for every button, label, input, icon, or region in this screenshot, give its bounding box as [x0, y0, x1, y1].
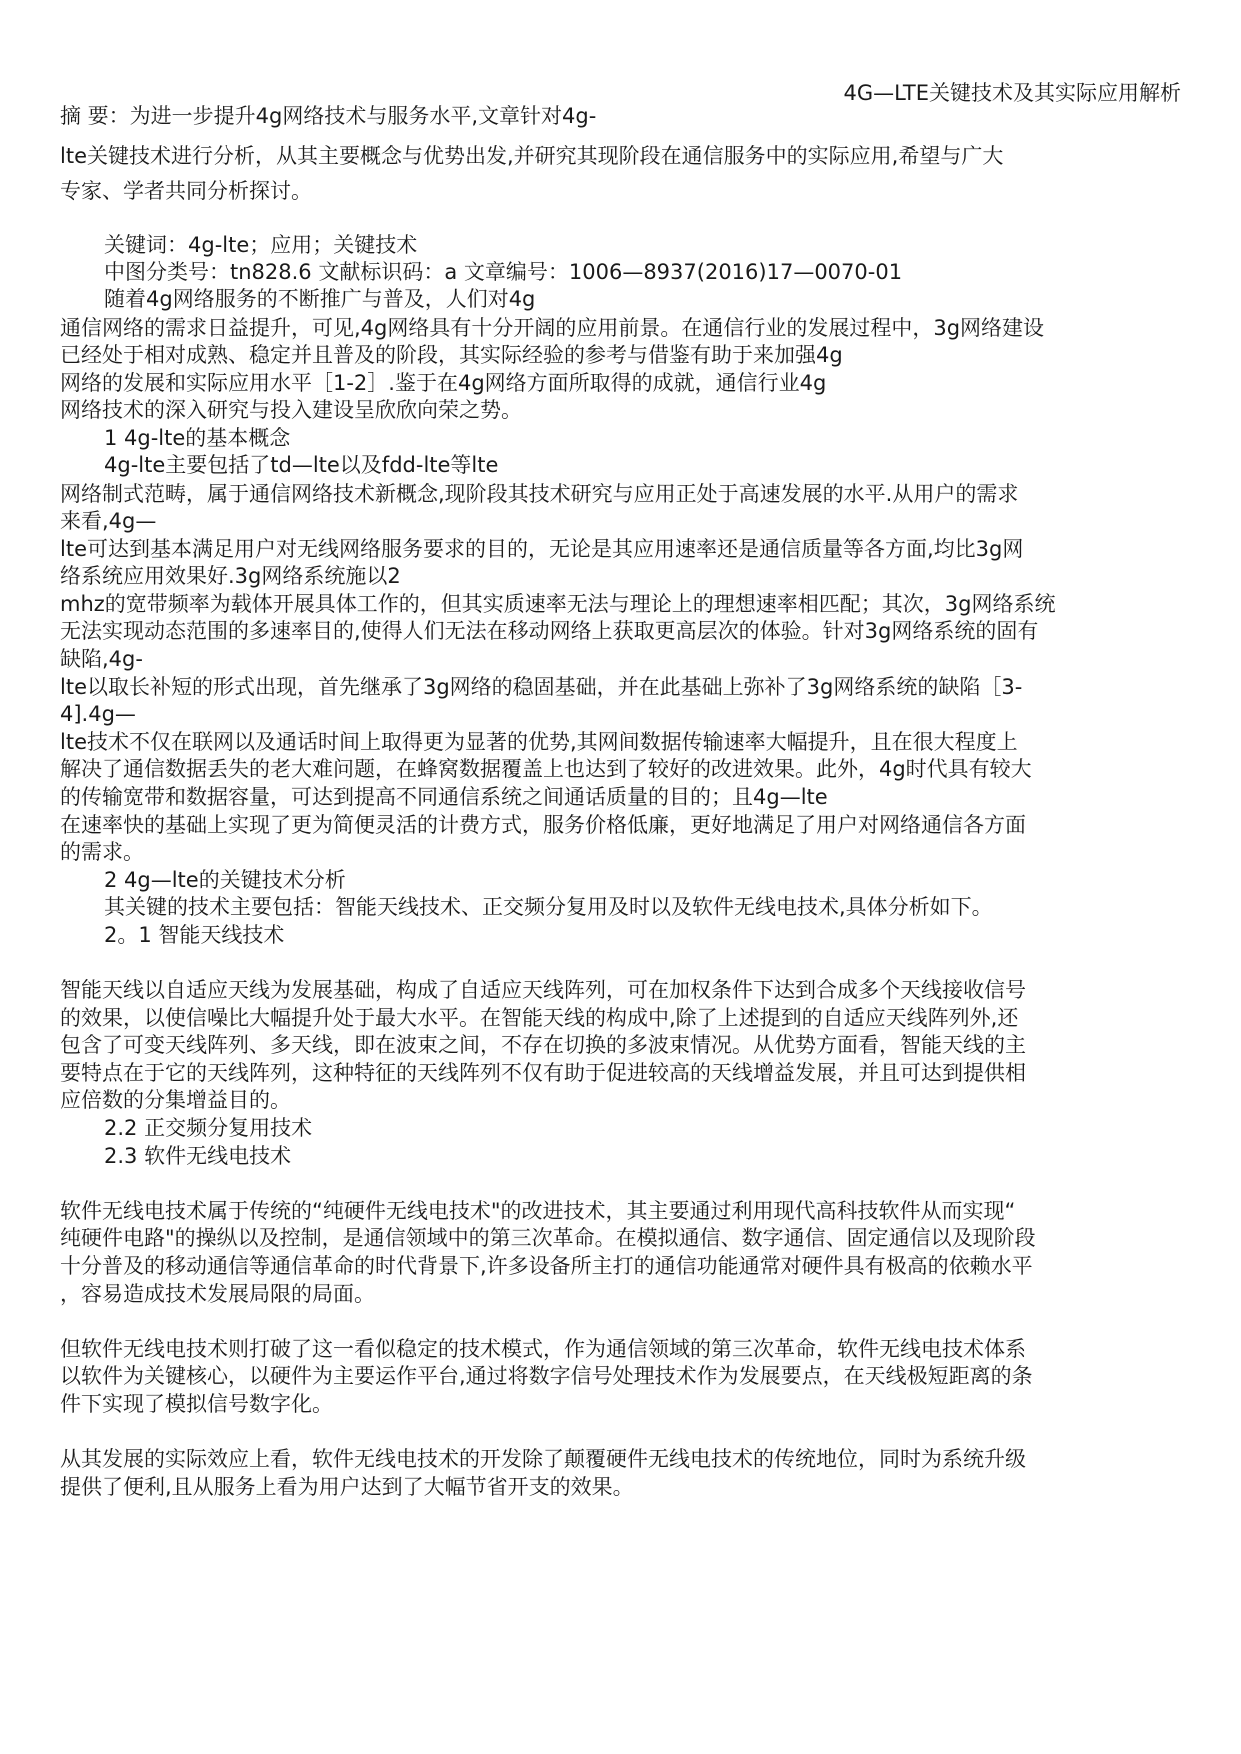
paragraph-line: 包含了可变天线阵列、多天线，即在波束之间，不存在切换的多波束情况。从优势方面看，智能天线的主 [60, 1033, 1026, 1057]
paragraph-line: 提供了便利,且从服务上看为用户达到了大幅节省开支的效果。 [60, 1475, 634, 1499]
paragraph-line: 网络技术的深入研究与投入建设呈欣欣向荣之势。 [60, 398, 522, 422]
paragraph-line: 络系统应用效果好.3g网络系统施以2 [60, 564, 401, 588]
paragraph-line: 应倍数的分集增益目的。 [60, 1088, 291, 1112]
paragraph-line: 其关键的技术主要包括：智能天线技术、正交频分复用及时以及软件无线电技术,具体分析如下。 [104, 895, 993, 919]
paragraph-line: 已经处于相对成熟、稳定并且普及的阶段，其实际经验的参考与借鉴有助于来加强4g [60, 343, 843, 367]
paragraph-line: 件下实现了模拟信号数字化。 [60, 1392, 333, 1416]
paragraph-line: lte以取长补短的形式出现，首先继承了3g网络的稳固基础，并在此基础上弥补了3g网络系统的缺陷［3- [60, 675, 1023, 699]
paragraph-line: 从其发展的实际效应上看，软件无线电技术的开发除了颠覆硬件无线电技术的传统地位，同时为系统升级 [60, 1447, 1026, 1471]
paragraph-line: 智能天线以自适应天线为发展基础，构成了自适应天线阵列，可在加权条件下达到合成多个天线接收信号 [60, 978, 1026, 1002]
subsection-heading: 2。1 智能天线技术 [104, 923, 285, 947]
paragraph-line: 的传输宽带和数据容量，可达到提高不同通信系统之间通话质量的目的；且4g—lte [60, 785, 828, 809]
paragraph-line: 的需求。 [60, 840, 144, 864]
paragraph-line: 无法实现动态范围的多速率目的,使得人们无法在移动网络上获取更高层次的体验。针对3g网络系统的固有 [60, 619, 1039, 643]
paragraph-line: 网络的发展和实际应用水平［1-2］.鉴于在4g网络方面所取得的成就，通信行业4g [60, 371, 827, 395]
running-header: 4G—LTE关键技术及其实际应用解析 [843, 81, 1181, 105]
paragraph-line: 纯硬件电路"的操纵以及控制，是通信领域中的第三次革命。在模拟通信、数字通信、固定通信以及现阶段 [60, 1226, 1036, 1250]
paragraph-line: 来看,4g— [60, 509, 157, 533]
abstract-line: lte关键技术进行分析，从其主要概念与优势出发,并研究其现阶段在通信服务中的实际应用,希望与广大 [60, 144, 1004, 168]
subsection-heading: 2.2 正交频分复用技术 [104, 1116, 313, 1140]
abstract-line: 专家、学者共同分析探讨。 [60, 179, 312, 203]
paragraph-line: 随着4g网络服务的不断推广与普及，人们对4g [104, 287, 536, 311]
keywords-line: 关键词：4g-lte；应用；关键技术 [104, 233, 418, 257]
subsection-heading: 2.3 软件无线电技术 [104, 1144, 292, 1168]
paragraph-line: 的效果，以使信噪比大幅提升处于最大水平。在智能天线的构成中,除了上述提到的自适应天线阵列外,还 [60, 1006, 1019, 1030]
paragraph-line: 解决了通信数据丢失的老大难问题，在蜂窝数据覆盖上也达到了较好的改进效果。此外，4g时代具有较大 [60, 757, 1032, 781]
paragraph-line: 4].4g— [60, 702, 136, 726]
paragraph-line: 网络制式范畴，属于通信网络技术新概念,现阶段其技术研究与应用正处于高速发展的水平.从用户的需求 [60, 482, 1019, 506]
paragraph-line: 在速率快的基础上实现了更为简便灵活的计费方式，服务价格低廉，更好地满足了用户对网络通信各方面 [60, 813, 1026, 837]
paragraph-line: 但软件无线电技术则打破了这一看似稳定的技术模式，作为通信领域的第三次革命，软件无线电技术体系 [60, 1337, 1026, 1361]
paragraph-line: 十分普及的移动通信等通信革命的时代背景下,许多设备所主打的通信功能通常对硬件具有极高的依赖水平 [60, 1254, 1033, 1278]
section-heading: 1 4g-lte的基本概念 [104, 426, 291, 450]
paragraph-line: 要特点在于它的天线阵列，这种特征的天线阵列不仅有助于促进较高的天线增益发展，并且可达到提供相 [60, 1061, 1026, 1085]
section-heading: 2 4g—lte的关键技术分析 [104, 868, 346, 892]
paragraph-line: 缺陷,4g- [60, 647, 143, 671]
paragraph-line: 软件无线电技术属于传统的“纯硬件无线电技术"的改进技术，其主要通过利用现代高科技软件从而实现“ [60, 1199, 1016, 1223]
paragraph-line: ，容易造成技术发展局限的局面。 [60, 1282, 375, 1306]
paragraph-line: 以软件为关键核心，以硬件为主要运作平台,通过将数字信号处理技术作为发展要点，在天线极短距离的条 [60, 1364, 1033, 1388]
paragraph-line: lte技术不仅在联网以及通话时间上取得更为显著的优势,其网间数据传输速率大幅提升，且在很大程度上 [60, 730, 1018, 754]
paragraph-line: 4g-lte主要包括了td—lte以及fdd-lte等lte [104, 453, 499, 477]
paragraph-line: 通信网络的需求日益提升，可见,4g网络具有十分开阔的应用前景。在通信行业的发展过程中，3g网络建设 [60, 316, 1045, 340]
abstract-line: 摘 要：为进一步提升4g网络技术与服务水平,文章针对4g- [60, 104, 597, 128]
paragraph-line: mhz的宽带频率为载体开展具体工作的，但其实质速率无法与理论上的理想速率相匹配；其次，3g网络系统 [60, 592, 1056, 616]
paragraph-line: lte可达到基本满足用户对无线网络服务要求的目的，无论是其应用速率还是通信质量等各方面,均比3g网 [60, 537, 1024, 561]
classification-line: 中图分类号：tn828.6 文献标识码：a 文章编号：1006—8937(2016)17—0070-01 [104, 260, 903, 284]
